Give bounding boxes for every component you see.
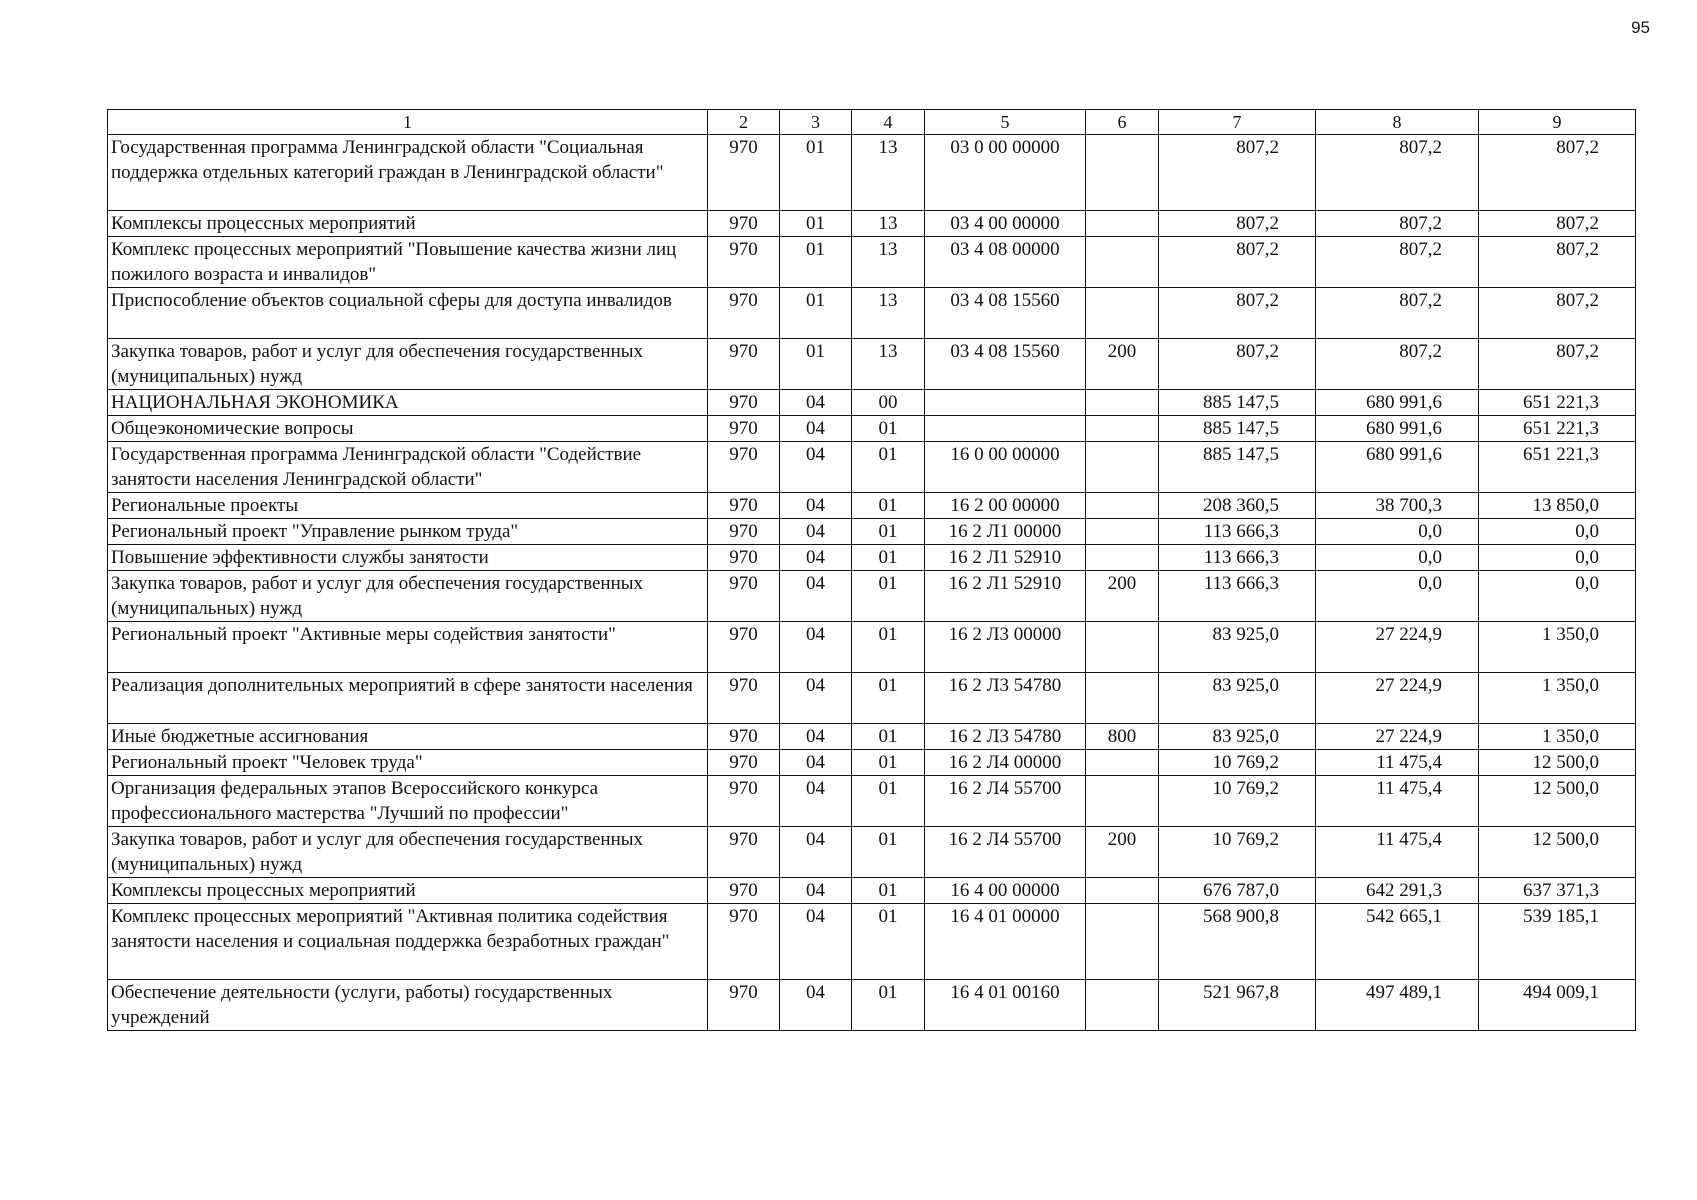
row-target-article-cell: 16 4 01 00000 <box>925 904 1086 980</box>
row-section-cell: 01 <box>780 211 852 237</box>
row-subsection-cell: 13 <box>852 237 925 288</box>
table-row <box>108 673 1636 724</box>
row-amount-cell: 12 500,0 <box>1479 750 1636 776</box>
row-amount-cell: 0,0 <box>1316 519 1479 545</box>
row-section-cell: 04 <box>780 724 852 750</box>
row-section-cell: 04 <box>780 673 852 724</box>
column-header: 4 <box>852 110 925 135</box>
row-amount-cell: 208 360,5 <box>1159 493 1316 519</box>
row-name-cell: Региональные проекты <box>108 493 708 519</box>
row-amount-cell: 807,2 <box>1316 288 1479 339</box>
row-target-article-cell <box>925 390 1086 416</box>
row-code-cell: 970 <box>708 980 780 1031</box>
row-subsection-cell: 13 <box>852 288 925 339</box>
row-code-cell: 970 <box>708 724 780 750</box>
row-amount-cell: 27 224,9 <box>1316 724 1479 750</box>
row-expense-type-cell <box>1086 442 1159 493</box>
row-subsection-cell: 01 <box>852 545 925 571</box>
row-amount-cell: 11 475,4 <box>1316 776 1479 827</box>
row-amount-cell: 11 475,4 <box>1316 827 1479 878</box>
row-amount-cell: 680 991,6 <box>1316 442 1479 493</box>
table-body <box>108 135 1636 1031</box>
row-name-cell: Организация федеральных этапов Всероссийского конкурса профессионального мастерства "Лучший по профессии" <box>108 776 708 827</box>
row-amount-cell: 494 009,1 <box>1479 980 1636 1031</box>
row-code-cell: 970 <box>708 545 780 571</box>
row-code-cell: 970 <box>708 827 780 878</box>
row-target-article-cell: 16 2 Л1 00000 <box>925 519 1086 545</box>
column-header: 1 <box>108 110 708 135</box>
row-target-article-cell: 16 2 Л4 00000 <box>925 750 1086 776</box>
row-code-cell: 970 <box>708 442 780 493</box>
row-amount-cell: 807,2 <box>1479 339 1636 390</box>
row-name-cell: Иные бюджетные ассигнования <box>108 724 708 750</box>
row-subsection-cell: 01 <box>852 827 925 878</box>
table-row <box>108 724 1636 750</box>
row-section-cell: 04 <box>780 750 852 776</box>
row-target-article-cell: 16 0 00 00000 <box>925 442 1086 493</box>
budget-table <box>107 109 1636 1031</box>
row-expense-type-cell <box>1086 390 1159 416</box>
row-target-article-cell: 16 2 Л4 55700 <box>925 776 1086 827</box>
row-section-cell: 04 <box>780 571 852 622</box>
row-amount-cell: 0,0 <box>1316 571 1479 622</box>
row-name-cell: Общеэкономические вопросы <box>108 416 708 442</box>
row-section-cell: 04 <box>780 416 852 442</box>
row-expense-type-cell <box>1086 750 1159 776</box>
row-name-cell: Комплекс процессных мероприятий "Активная политика содействия занятости населения и социальная поддержка безработных граждан" <box>108 904 708 980</box>
row-expense-type-cell <box>1086 622 1159 673</box>
row-amount-cell: 1 350,0 <box>1479 622 1636 673</box>
row-section-cell: 04 <box>780 390 852 416</box>
row-subsection-cell: 13 <box>852 135 925 211</box>
row-section-cell: 04 <box>780 493 852 519</box>
row-subsection-cell: 00 <box>852 390 925 416</box>
table-row <box>108 750 1636 776</box>
row-subsection-cell: 01 <box>852 493 925 519</box>
row-subsection-cell: 01 <box>852 442 925 493</box>
row-target-article-cell: 03 0 00 00000 <box>925 135 1086 211</box>
table-row <box>108 776 1636 827</box>
row-amount-cell: 521 967,8 <box>1159 980 1316 1031</box>
row-amount-cell: 642 291,3 <box>1316 878 1479 904</box>
column-header: 3 <box>780 110 852 135</box>
row-name-cell: Приспособление объектов социальной сферы для доступа инвалидов <box>108 288 708 339</box>
row-subsection-cell: 01 <box>852 980 925 1031</box>
row-subsection-cell: 01 <box>852 416 925 442</box>
row-expense-type-cell <box>1086 878 1159 904</box>
row-amount-cell: 807,2 <box>1479 288 1636 339</box>
row-subsection-cell: 13 <box>852 339 925 390</box>
page-number: 95 <box>1631 18 1650 37</box>
row-target-article-cell: 16 2 Л3 54780 <box>925 724 1086 750</box>
row-code-cell: 970 <box>708 339 780 390</box>
row-target-article-cell: 16 4 01 00160 <box>925 980 1086 1031</box>
row-amount-cell: 651 221,3 <box>1479 390 1636 416</box>
row-section-cell: 04 <box>780 904 852 980</box>
column-header: 8 <box>1316 110 1479 135</box>
row-code-cell: 970 <box>708 390 780 416</box>
row-amount-cell: 1 350,0 <box>1479 724 1636 750</box>
row-amount-cell: 807,2 <box>1316 211 1479 237</box>
row-section-cell: 04 <box>780 519 852 545</box>
row-section-cell: 04 <box>780 980 852 1031</box>
header-row <box>108 110 1636 135</box>
row-expense-type-cell <box>1086 980 1159 1031</box>
row-amount-cell: 12 500,0 <box>1479 776 1636 827</box>
row-section-cell: 04 <box>780 827 852 878</box>
row-amount-cell: 539 185,1 <box>1479 904 1636 980</box>
row-amount-cell: 680 991,6 <box>1316 390 1479 416</box>
row-amount-cell: 807,2 <box>1316 339 1479 390</box>
row-section-cell: 01 <box>780 288 852 339</box>
table-row <box>108 416 1636 442</box>
row-expense-type-cell <box>1086 135 1159 211</box>
table-row <box>108 827 1636 878</box>
column-header: 5 <box>925 110 1086 135</box>
row-amount-cell: 10 769,2 <box>1159 827 1316 878</box>
row-section-cell: 04 <box>780 878 852 904</box>
row-amount-cell: 113 666,3 <box>1159 571 1316 622</box>
row-code-cell: 970 <box>708 288 780 339</box>
column-header: 6 <box>1086 110 1159 135</box>
row-name-cell: Повышение эффективности службы занятости <box>108 545 708 571</box>
column-header: 7 <box>1159 110 1316 135</box>
row-target-article-cell: 03 4 08 15560 <box>925 339 1086 390</box>
row-section-cell: 04 <box>780 545 852 571</box>
row-code-cell: 970 <box>708 878 780 904</box>
row-expense-type-cell <box>1086 211 1159 237</box>
row-amount-cell: 680 991,6 <box>1316 416 1479 442</box>
row-expense-type-cell <box>1086 673 1159 724</box>
row-amount-cell: 885 147,5 <box>1159 416 1316 442</box>
row-amount-cell: 568 900,8 <box>1159 904 1316 980</box>
row-amount-cell: 885 147,5 <box>1159 442 1316 493</box>
row-amount-cell: 113 666,3 <box>1159 519 1316 545</box>
table-row <box>108 135 1636 211</box>
row-target-article-cell: 16 2 Л1 52910 <box>925 545 1086 571</box>
table-row <box>108 390 1636 416</box>
row-subsection-cell: 01 <box>852 519 925 545</box>
row-section-cell: 04 <box>780 622 852 673</box>
row-code-cell: 970 <box>708 904 780 980</box>
table-row <box>108 571 1636 622</box>
row-name-cell: Закупка товаров, работ и услуг для обеспечения государственных (муниципальных) нужд <box>108 339 708 390</box>
row-expense-type-cell <box>1086 545 1159 571</box>
row-name-cell: Государственная программа Ленинградской области "Социальная поддержка отдельных категорий граждан в Ленинградской области" <box>108 135 708 211</box>
table-row <box>108 211 1636 237</box>
row-subsection-cell: 13 <box>852 211 925 237</box>
row-name-cell: Комплекс процессных мероприятий "Повышение качества жизни лиц пожилого возраста и инвалидов" <box>108 237 708 288</box>
row-code-cell: 970 <box>708 211 780 237</box>
row-subsection-cell: 01 <box>852 750 925 776</box>
row-expense-type-cell: 200 <box>1086 339 1159 390</box>
row-amount-cell: 651 221,3 <box>1479 442 1636 493</box>
row-name-cell: Региональный проект "Человек труда" <box>108 750 708 776</box>
row-name-cell: Региональный проект "Активные меры содействия занятости" <box>108 622 708 673</box>
row-amount-cell: 113 666,3 <box>1159 545 1316 571</box>
row-expense-type-cell <box>1086 416 1159 442</box>
row-expense-type-cell: 200 <box>1086 827 1159 878</box>
table-row <box>108 980 1636 1031</box>
row-target-article-cell <box>925 416 1086 442</box>
row-subsection-cell: 01 <box>852 724 925 750</box>
row-subsection-cell: 01 <box>852 904 925 980</box>
row-amount-cell: 0,0 <box>1479 571 1636 622</box>
row-code-cell: 970 <box>708 237 780 288</box>
row-amount-cell: 807,2 <box>1316 237 1479 288</box>
row-name-cell: Государственная программа Ленинградской области "Содействие занятости населения Ленинградской области" <box>108 442 708 493</box>
row-section-cell: 04 <box>780 776 852 827</box>
row-code-cell: 970 <box>708 135 780 211</box>
row-code-cell: 970 <box>708 493 780 519</box>
row-subsection-cell: 01 <box>852 622 925 673</box>
row-amount-cell: 807,2 <box>1159 135 1316 211</box>
row-section-cell: 01 <box>780 135 852 211</box>
row-amount-cell: 0,0 <box>1479 519 1636 545</box>
row-subsection-cell: 01 <box>852 673 925 724</box>
row-amount-cell: 807,2 <box>1479 135 1636 211</box>
table-row <box>108 493 1636 519</box>
row-amount-cell: 27 224,9 <box>1316 673 1479 724</box>
row-amount-cell: 1 350,0 <box>1479 673 1636 724</box>
row-amount-cell: 38 700,3 <box>1316 493 1479 519</box>
row-expense-type-cell <box>1086 904 1159 980</box>
row-code-cell: 970 <box>708 776 780 827</box>
row-target-article-cell: 16 2 Л1 52910 <box>925 571 1086 622</box>
row-amount-cell: 0,0 <box>1479 545 1636 571</box>
table-row <box>108 878 1636 904</box>
row-amount-cell: 497 489,1 <box>1316 980 1479 1031</box>
row-subsection-cell: 01 <box>852 776 925 827</box>
row-name-cell: Закупка товаров, работ и услуг для обеспечения государственных (муниципальных) нужд <box>108 827 708 878</box>
row-expense-type-cell: 800 <box>1086 724 1159 750</box>
row-expense-type-cell <box>1086 776 1159 827</box>
row-section-cell: 04 <box>780 442 852 493</box>
row-amount-cell: 10 769,2 <box>1159 750 1316 776</box>
column-header: 2 <box>708 110 780 135</box>
row-amount-cell: 83 925,0 <box>1159 724 1316 750</box>
row-amount-cell: 676 787,0 <box>1159 878 1316 904</box>
row-amount-cell: 542 665,1 <box>1316 904 1479 980</box>
row-amount-cell: 807,2 <box>1479 211 1636 237</box>
row-name-cell: Региональный проект "Управление рынком труда" <box>108 519 708 545</box>
column-header: 9 <box>1479 110 1636 135</box>
row-target-article-cell: 16 2 Л3 00000 <box>925 622 1086 673</box>
row-code-cell: 970 <box>708 519 780 545</box>
row-amount-cell: 807,2 <box>1479 237 1636 288</box>
row-expense-type-cell: 200 <box>1086 571 1159 622</box>
row-code-cell: 970 <box>708 416 780 442</box>
row-name-cell: НАЦИОНАЛЬНАЯ ЭКОНОМИКА <box>108 390 708 416</box>
row-section-cell: 01 <box>780 339 852 390</box>
row-subsection-cell: 01 <box>852 571 925 622</box>
row-amount-cell: 12 500,0 <box>1479 827 1636 878</box>
row-amount-cell: 807,2 <box>1159 237 1316 288</box>
row-amount-cell: 807,2 <box>1159 211 1316 237</box>
table-row <box>108 622 1636 673</box>
row-section-cell: 01 <box>780 237 852 288</box>
row-expense-type-cell <box>1086 519 1159 545</box>
row-target-article-cell: 16 4 00 00000 <box>925 878 1086 904</box>
row-amount-cell: 637 371,3 <box>1479 878 1636 904</box>
row-amount-cell: 11 475,4 <box>1316 750 1479 776</box>
row-code-cell: 970 <box>708 571 780 622</box>
row-code-cell: 970 <box>708 673 780 724</box>
row-expense-type-cell <box>1086 493 1159 519</box>
row-amount-cell: 13 850,0 <box>1479 493 1636 519</box>
row-amount-cell: 83 925,0 <box>1159 622 1316 673</box>
row-target-article-cell: 16 2 Л3 54780 <box>925 673 1086 724</box>
row-code-cell: 970 <box>708 750 780 776</box>
table-row <box>108 442 1636 493</box>
row-amount-cell: 807,2 <box>1159 288 1316 339</box>
row-amount-cell: 27 224,9 <box>1316 622 1479 673</box>
table-row <box>108 237 1636 288</box>
row-expense-type-cell <box>1086 288 1159 339</box>
table-row <box>108 904 1636 980</box>
table-row <box>108 288 1636 339</box>
row-name-cell: Закупка товаров, работ и услуг для обеспечения государственных (муниципальных) нужд <box>108 571 708 622</box>
row-name-cell: Реализация дополнительных мероприятий в сфере занятости населения <box>108 673 708 724</box>
row-target-article-cell: 16 2 Л4 55700 <box>925 827 1086 878</box>
table-row <box>108 519 1636 545</box>
row-target-article-cell: 16 2 00 00000 <box>925 493 1086 519</box>
row-amount-cell: 651 221,3 <box>1479 416 1636 442</box>
row-amount-cell: 885 147,5 <box>1159 390 1316 416</box>
row-target-article-cell: 03 4 08 15560 <box>925 288 1086 339</box>
row-amount-cell: 83 925,0 <box>1159 673 1316 724</box>
row-name-cell: Обеспечение деятельности (услуги, работы) государственных учреждений <box>108 980 708 1031</box>
row-name-cell: Комплексы процессных мероприятий <box>108 878 708 904</box>
row-expense-type-cell <box>1086 237 1159 288</box>
row-amount-cell: 807,2 <box>1159 339 1316 390</box>
row-name-cell: Комплексы процессных мероприятий <box>108 211 708 237</box>
row-code-cell: 970 <box>708 622 780 673</box>
row-target-article-cell: 03 4 08 00000 <box>925 237 1086 288</box>
row-amount-cell: 0,0 <box>1316 545 1479 571</box>
table-row <box>108 339 1636 390</box>
row-amount-cell: 807,2 <box>1316 135 1479 211</box>
table-row <box>108 545 1636 571</box>
row-subsection-cell: 01 <box>852 878 925 904</box>
row-amount-cell: 10 769,2 <box>1159 776 1316 827</box>
row-target-article-cell: 03 4 00 00000 <box>925 211 1086 237</box>
